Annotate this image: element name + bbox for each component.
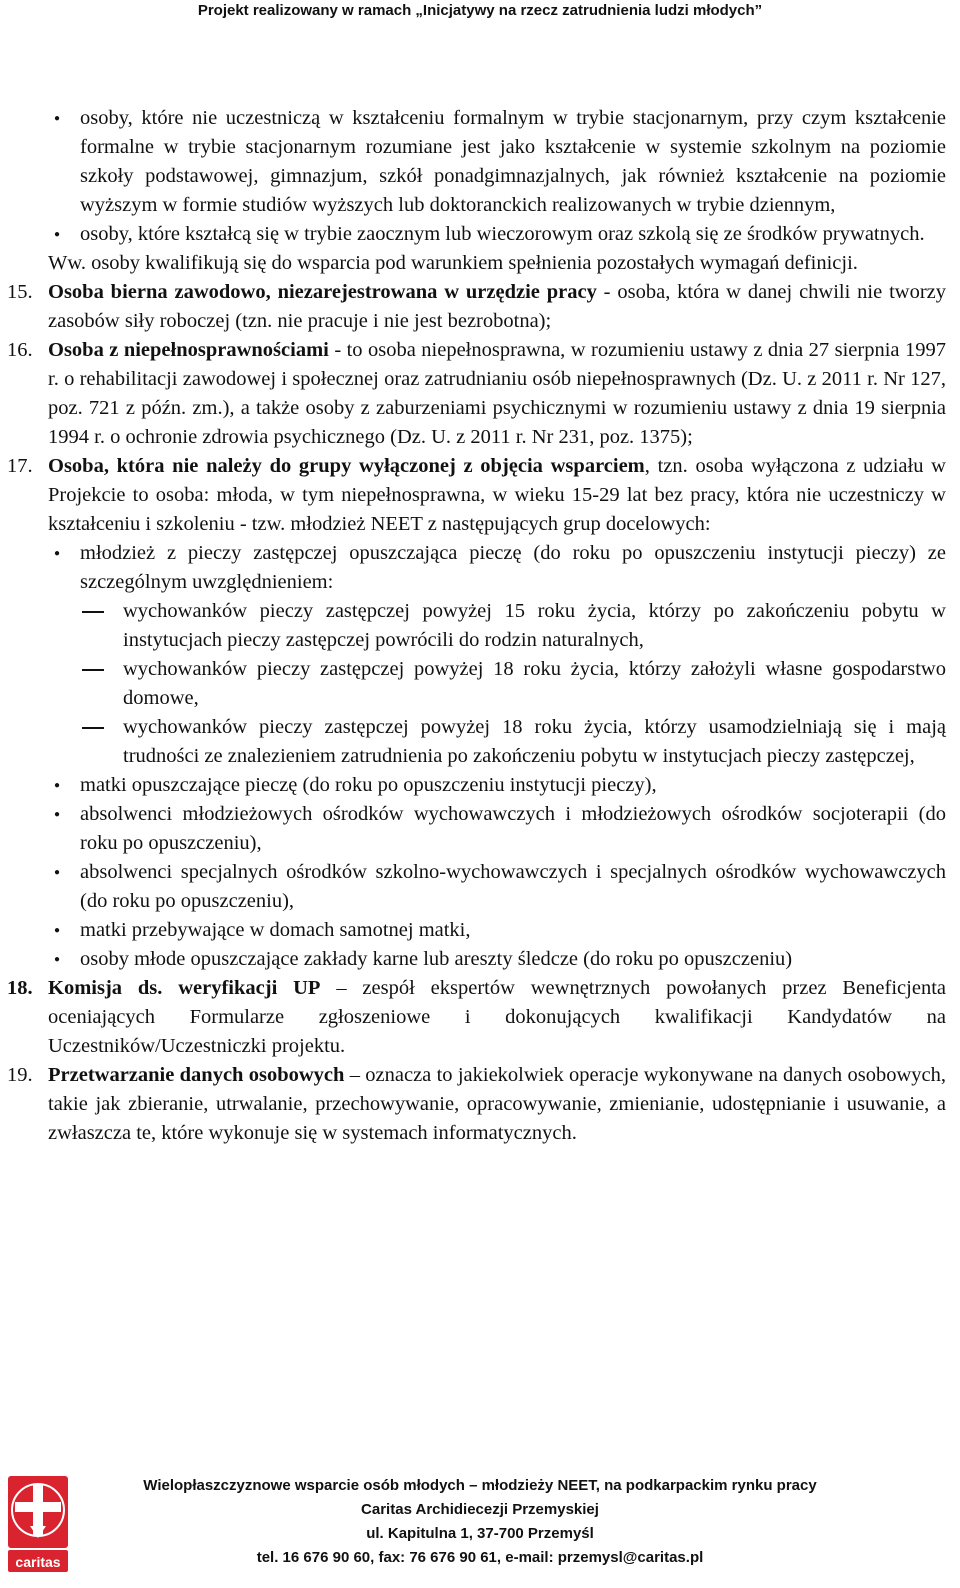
list-item: ● osoby, które nie uczestniczą w kształceniu formalnym w trybie stacjonarnym, przy czym kształcenie formalne w trybie stacjonarnym rozumiane jest jako kształcenie w systemie szkolnym na poziomie szkoły podstawowej, gimnazjum, szkół ponadgimnazjalnych, jak również kształcenie na poziomie wyższym w formie studiów wyższych lub doktoranckich realizowanych w trybie dziennym, [48,104,946,220]
item-number: 15. [7,281,33,303]
definition-term: Osoba z niepełnosprawnościami [48,339,329,361]
definition-text: - osoba, która w danej chwili nie tworzy zasobów siły roboczej (tzn. nie pracuje i nie jest bezrobotna); [48,281,946,332]
document-body [7,104,946,1148]
logo-cross-horizontal [15,1502,61,1512]
list-item: ● absolwenci specjalnych ośrodków szkolno-wychowawczych i specjalnych ośrodków wychowawczych (do roku po opuszczeniu), [48,858,946,916]
caritas-logo [6,1474,70,1574]
definition-19 [7,1061,946,1148]
footer-contact: tel. 16 676 90 60, fax: 76 676 90 61, e-mail: przemysl@caritas.pl [256,1549,704,1566]
item-number: 18. [7,977,33,999]
footer-organization: Caritas Archidiecezji Przemyskiej [361,1501,599,1518]
definition-text: , tzn. osoba wyłączona z udziału w Projekcie to osoba: młoda, w tym niepełnosprawna, w wieku 15-29 lat bez pracy, która nie uczestniczy w kształceniu i szkoleniu - tzw. młodzież NEET z następujących grup docelowych: [48,455,946,535]
list-item: ● matki przebywające w domach samotnej matki, [48,916,946,945]
item-number: 16. [7,339,33,361]
list-item: ● matki opuszczające pieczę (do roku po opuszczeniu instytucji pieczy), [48,771,946,800]
footer-address: ul. Kapitulna 1, 37-700 Przemyśl [366,1525,594,1542]
list-item: ● absolwenci młodzieżowych ośrodków wychowawczych i młodzieżowych ośrodków socjoterapii (do roku po opuszczeniu), [48,800,946,858]
definition-text: - to osoba niepełnosprawna, w rozumieniu ustawy z dnia 27 sierpnia 1997 r. o rehabilitacji zawodowej i społecznej oraz zatrudnianiu osób niepełnosprawnych (Dz. U. z 2011 r. Nr 127, poz. 721 z późn. zm.), a także osoby z zaburzeniami psychicznymi w rozumieniu ustawy z dnia 19 sierpnia 1994 r. o ochronie zdrowia psychicznego (Dz. U. z 2011 r. Nr 231, poz. 1375); [48,339,946,448]
list-item: ● osoby młode opuszczające zakłady karne lub areszty śledcze (do roku po opuszczeniu) [48,945,946,974]
definition-18 [7,974,946,1061]
definition-text: – zespół ekspertów wewnętrznych powołanych przez Beneficjenta oceniających Formularze zgłoszeniowe i dokonujących kwalifikacji Kandydatów na Uczestników/Uczestniczki projektu. [48,977,946,1057]
definition-term: Osoba, która nie należy do grupy wyłączonej z objęcia wsparciem [48,455,645,477]
definition-16 [7,336,946,452]
page-footer [70,1474,890,1570]
header-title: Projekt realizowany w ramach „Inicjatywy na rzecz zatrudnienia ludzi młodych” [197,2,763,19]
definition-text: – oznacza to jakiekolwiek operacje wykonywane na danych osobowych, takie jak zbieranie, utrwalanie, przechowywanie, opracowywanie, zmienianie, udostępnianie i usuwanie, a zwłaszcza te, które wykonuje się w systemach informatycznych. [48,1064,946,1144]
definition-term: Przetwarzanie danych osobowych [48,1064,345,1086]
definition-17 [7,452,946,974]
logo-text: caritas [15,1554,61,1570]
definition-15 [7,278,946,336]
definition-term: Komisja ds. weryfikacji UP [48,977,321,999]
item-number: 19. [7,1064,33,1086]
dash-item: wychowanków pieczy zastępczej powyżej 15 roku życia, którzy po zakończeniu pobytu w instytucjach pieczy zastępczej powrócili do rodzin naturalnych, [48,597,946,655]
dash-item: wychowanków pieczy zastępczej powyżej 18 roku życia, którzy założyli własne gospodarstwo domowe, [48,655,946,713]
page-header [0,0,960,28]
ww-note: Ww. osoby kwalifikują się do wsparcia pod warunkiem spełnienia pozostałych wymagań definicji. [48,252,858,274]
definition-term: Osoba bierna zawodowo, niezarejestrowana w urzędzie pracy [48,281,597,303]
dash-item: wychowanków pieczy zastępczej powyżej 18 roku życia, którzy usamodzielniają się i mają trudności ze znalezieniem zatrudnienia po zakończeniu pobytu w instytucjach pieczy zastępczej, [48,713,946,771]
list-item: ● osoby, które kształcą się w trybie zaocznym lub wieczorowym oraz szkolą się ze środków prywatnych. [48,220,946,249]
footer-project-title: Wielopłaszczyznowe wsparcie osób młodych – młodzieży NEET, na podkarpackim rynku pracy [143,1477,817,1494]
item-number: 17. [7,455,33,477]
list-item: ● młodzież z pieczy zastępczej opuszczająca pieczę (do roku po opuszczeniu instytucji pieczy) ze szczególnym uwzględnieniem: [48,539,946,597]
